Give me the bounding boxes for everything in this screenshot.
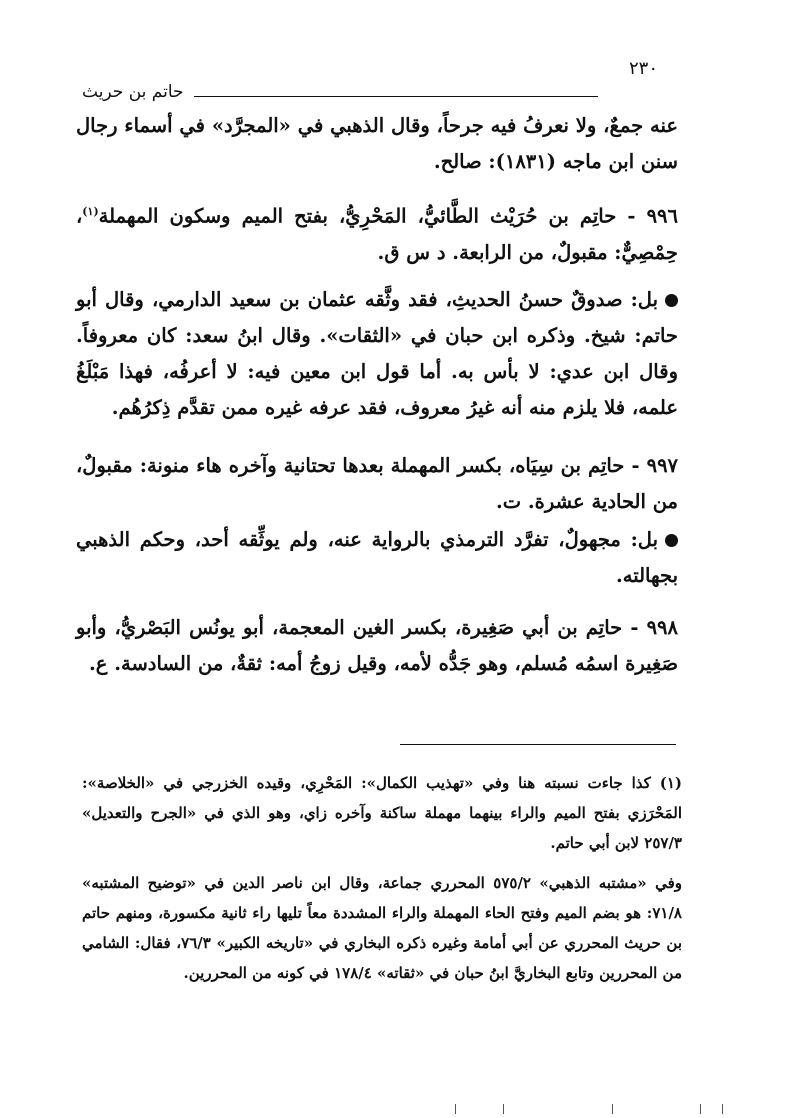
footnote-reference[interactable]: (١) — [82, 205, 99, 218]
entry-number: ٩٩٦ - — [627, 204, 678, 228]
footnotes — [82, 768, 682, 998]
footnote-1-continuation: وفي «مشتبه الذهبي» ٥٧٥/٢ المحرري جماعة، وقال ابن ناصر الدين في «توضيح المشتبه» ٧١/٨: هو بضم الميم وفتح الحاء المهملة والراء المشددة معاً تليها راء ثانية مكسورة، ومنهم حاتم بن حريث المحرري عن أبي أمامة وغيره ذكره البخاري في «تاريخه الكبير» ٧٦/٣، فقال: الشامي من المحررين وتابع البخاريَّ ابنُ حبان في «ثقاته» ١٧٨/٤ في كونه من المحررين. — [82, 874, 683, 982]
comment-996 — [76, 282, 678, 426]
comment-text: بل: صدوقٌ حسنُ الحديثِ، فقد وثَّقه عثمان بن سعيد الدارمي، وقال أبو حاتم: شيخ. وذكره ابن حبان في «الثقات». وقال ابنُ سعد: كان معروفاً. وقال ابن عدي: لا بأس به. أما قول ابن معين فيه: لا أعرفُه، فهذا مَبْلَغُ علمه، فلا يلزم منه أنه غيرُ معروف، فقد عرفه غيره ممن تقدَّم ذِكرُهُم. — [76, 288, 678, 419]
entry-text: حاتِم بن أبي صَغِيرة، بكسر الغين المعجمة، أبو يونُس البَصْريُّ، وأبو صَغِيرة اسمُه مُسلم، وهو جَدُّه لأمه، وقيل زوجُ أمه: ثقةٌ، من السادسة. ع. — [76, 616, 678, 675]
scan-mark — [722, 1104, 723, 1114]
continuation-paragraph — [76, 108, 678, 180]
comment-997 — [76, 522, 678, 594]
entry-998 — [76, 610, 678, 682]
entry-text: حاتِم بن سِيَاه، بكسر المهملة بعدها تحتانية وآخره هاء منونة: مقبولٌ، من الحادية عشرة. ت. — [76, 454, 678, 513]
page-header — [82, 58, 658, 102]
entry-text: حاتِم بن حُرَيْث الطَّائيُّ، المَحْرِيُّ، بفتح الميم وسكون المهملة — [98, 204, 617, 228]
page-number: ٢٣٠ — [628, 58, 658, 79]
entry-number: ٩٩٨ - — [630, 616, 678, 639]
scan-mark — [503, 1104, 504, 1114]
continuation-text: عنه جمعٌ، ولا نعرفُ فيه جرحاً، وقال الذهبي في «المجرَّد» في أسماء رجال سنن ابن ماجه (١٨٣١): صالح. — [76, 114, 678, 173]
scan-mark — [612, 1104, 613, 1114]
entry-996 — [76, 194, 678, 271]
scan-mark — [455, 1104, 456, 1114]
bullet-icon — [665, 294, 678, 307]
entry-number: ٩٩٧ - — [631, 454, 679, 477]
comment-text: بل: مجهولٌ، تفرَّد الترمذي بالرواية عنه، ولم يوثِّقه أحد، وحكم الذهبي بجهالته. — [76, 528, 678, 587]
scan-mark — [700, 1104, 701, 1114]
entry-997 — [76, 448, 678, 520]
footnote-rule — [400, 744, 676, 745]
bullet-icon — [665, 534, 678, 547]
header-rule — [194, 96, 598, 97]
running-title: حاتم بن حريث — [82, 82, 184, 102]
footnote-1: (١) كذا جاءت نسبته هنا وفي «تهذيب الكمال»: المَحْرِي، وقيده الخزرجي في «الخلاصة»: المَحْرَزي بفتح الميم والراء بينهما مهملة ساكنة وآخره زاي، وهو الذي في «الجرح والتعديل» ٢٥٧/٣ لابن أبي حاتم. — [82, 774, 682, 852]
entry-text-after: ، حِمْصِيٌّ: مقبولٌ، من الرابعة. د س ق. — [76, 204, 678, 264]
